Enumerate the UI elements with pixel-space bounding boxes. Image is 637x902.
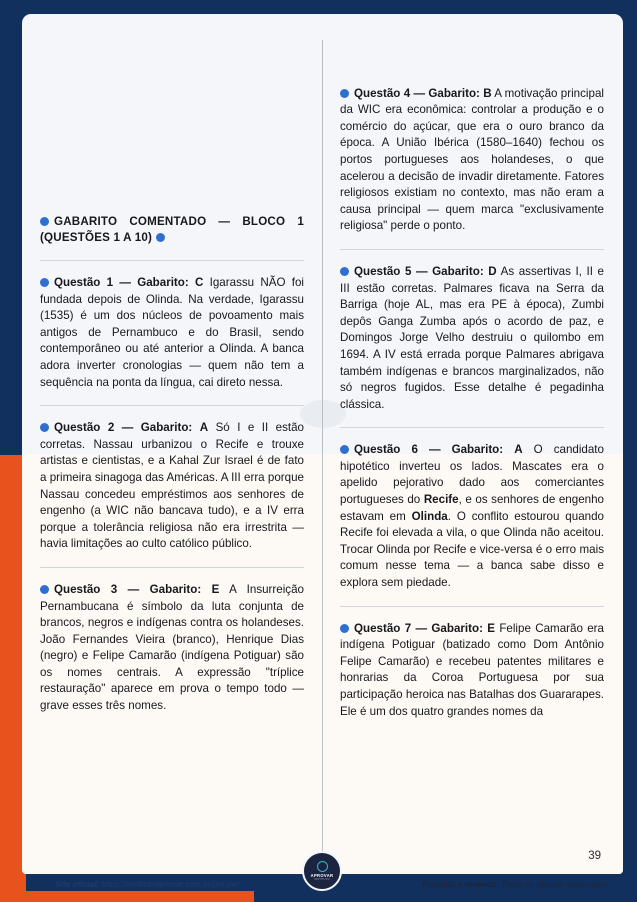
- section-separator: [340, 249, 604, 250]
- question-label: Questão 5 — Gabarito:: [354, 264, 484, 278]
- question-label: Questão 1 — Gabarito:: [54, 276, 189, 289]
- question-label: Questão 3 — Gabarito:: [54, 582, 202, 596]
- question-label: Questão 4 — Gabarito:: [354, 86, 480, 100]
- question-body-part3: . O conflito estourou quando Recife foi elevada a vila, o que Olinda não aceitou. Trocar Olinda por Recife e vice-versa é o erro mais comum nesse tema — a banca sabe disso e explora sem piedade.: [340, 509, 604, 590]
- question-answer: E: [487, 621, 495, 635]
- question-explanation-4: [340, 86, 604, 235]
- question-body-part1: O candidato hipotético inverteu os lados. Mascates era o apelido pejorativo dado aos comerciantes portugueses do: [340, 443, 604, 507]
- question-label: Questão 2 — Gabarito:: [54, 421, 193, 435]
- right-column: [322, 14, 622, 874]
- question-explanation-1: [40, 275, 304, 391]
- blue-bullet-icon: [340, 624, 349, 633]
- section-separator: [40, 567, 304, 568]
- question-label: Questão 6 — Gabarito:: [354, 443, 504, 457]
- logo-word: APROVAR: [310, 873, 334, 879]
- question-answer: A: [199, 421, 209, 435]
- block-heading-line1: GABARITO COMENTADO — BLOCO 1: [54, 215, 304, 228]
- footer-notice-bold: Proibida a revenda: [422, 879, 497, 889]
- footer-bar-navy: [254, 891, 637, 902]
- question-body-part2: , e os senhores de engenho estavam em: [340, 493, 604, 523]
- content-columns: [22, 14, 623, 874]
- section-separator: [40, 260, 304, 261]
- footer-site-url: https://institutoaprovar.com.br/pm-pe/: [99, 879, 239, 889]
- blue-bullet-icon: [40, 217, 49, 226]
- question-answer: E: [211, 582, 220, 596]
- page-sheet: [22, 14, 623, 874]
- question-answer: B: [483, 86, 492, 100]
- blue-bullet-icon: [340, 445, 349, 454]
- footer-bar-orange: [0, 891, 254, 902]
- blue-bullet-icon: [40, 278, 49, 287]
- logo-circle-icon: [317, 861, 328, 872]
- question-label: Questão 7 — Gabarito:: [354, 621, 483, 635]
- section-separator: [40, 405, 304, 406]
- question-explanation-6: [340, 442, 604, 591]
- question-body: Só I e II estão corretas. Nassau urbanizou o Recife e trouxe artistas e cientistas, e a Kahal Zur Israel é de fato a primeira sinagoga das Américas. A III erra porque Nassau concedeu empréstimos aos senhores de engenho (a WIC não bancava tudo), e a IV erra porque a tolerância religiosa não era irrestrita — havia limitações ao culto católico público.: [40, 421, 304, 551]
- aprovar-logo: [302, 851, 342, 891]
- question-answer: C: [195, 276, 204, 289]
- section-separator: [340, 427, 604, 428]
- question-explanation-2: [40, 420, 304, 553]
- left-column: [22, 14, 322, 874]
- question-body: A Insurreição Pernambucana é símbolo da luta conjunta de brancos, negros e indígenas contra os holandeses. João Fernandes Vieira (branco), Henrique Dias (negro) e Felipe Camarão (indígena Potiguar) são os nomes centrais. A expressão "tríplice restauração" aparece em prova o tempo todo — grave esses três nomes.: [40, 582, 304, 713]
- footer-site-link[interactable]: [55, 879, 239, 889]
- emphasis-recife: Recife: [423, 493, 459, 507]
- question-answer: D: [488, 264, 497, 278]
- question-body: Felipe Camarão era indígena Potiguar (batizado como Dom Antônio Felipe Camarão) e recebeu patentes militares e honrarias da Coroa Portuguesa por sua participação heroica nas Batalhas dos Guararapes. Ele é um dos quatro grandes nomes da: [340, 621, 604, 718]
- blue-bullet-icon: [156, 233, 165, 242]
- blue-bullet-icon: [40, 423, 49, 432]
- block-heading-line2: (QUESTÕES 1 A 10): [40, 231, 153, 244]
- blue-bullet-icon: [340, 267, 349, 276]
- question-explanation-3: [40, 582, 304, 715]
- footer-copyright: [422, 879, 609, 889]
- blue-bullet-icon: [340, 89, 349, 98]
- page-number: 39: [588, 850, 601, 862]
- logo-subtitle: INSTITUTO: [314, 878, 330, 882]
- footer-notice-rest: . Todos os direitos reservados.: [496, 879, 609, 889]
- emphasis-olinda: Olinda: [411, 509, 448, 523]
- footer-site-label: Site oficial:: [55, 879, 100, 889]
- block-heading: [40, 214, 304, 246]
- page-footer: [0, 860, 637, 902]
- question-body: Igarassu NÃO foi fundada depois de Olinda. Na verdade, Igarassu (1535) é um dos núcleos de povoamento mais antigos de Pernambuco e do Brasil, sendo contemporâneo ou até anterior a Olinda. A banca adora inverter cronologias — quem não tem a sequência na ponta da língua, cai direto nessa.: [40, 276, 304, 389]
- question-body: A motivação principal da WIC era econômica: controlar a produção e o comércio do açúcar, que era o ouro branco da época. A União Ibérica (1580–1640) fechou os portos portugueses aos holandeses, o que acelerou a decisão de invadir diretamente. Fatores religiosos existiam no contexto, mas não eram a causa principal — quem marca "exclusivamente religiosa" perde o ponto.: [340, 86, 604, 233]
- section-separator: [340, 606, 604, 607]
- question-explanation-7: [340, 621, 604, 721]
- question-explanation-5: [340, 264, 604, 413]
- blue-bullet-icon: [40, 585, 49, 594]
- question-body: As assertivas I, II e III estão corretas. Palmares ficava na Serra da Barriga (hoje AL, mas era PE à época), Zumbi depôs Ganga Zumba após o acordo de paz, e Domingos Jorge Velho destruiu o quilombo em 1694. A IV está errada porque Palmares abrigava também indígenas e brancos marginalizados, não só negros fugidos. Esse detalhe é pegadinha clássica.: [340, 264, 604, 411]
- question-answer: A: [514, 443, 523, 457]
